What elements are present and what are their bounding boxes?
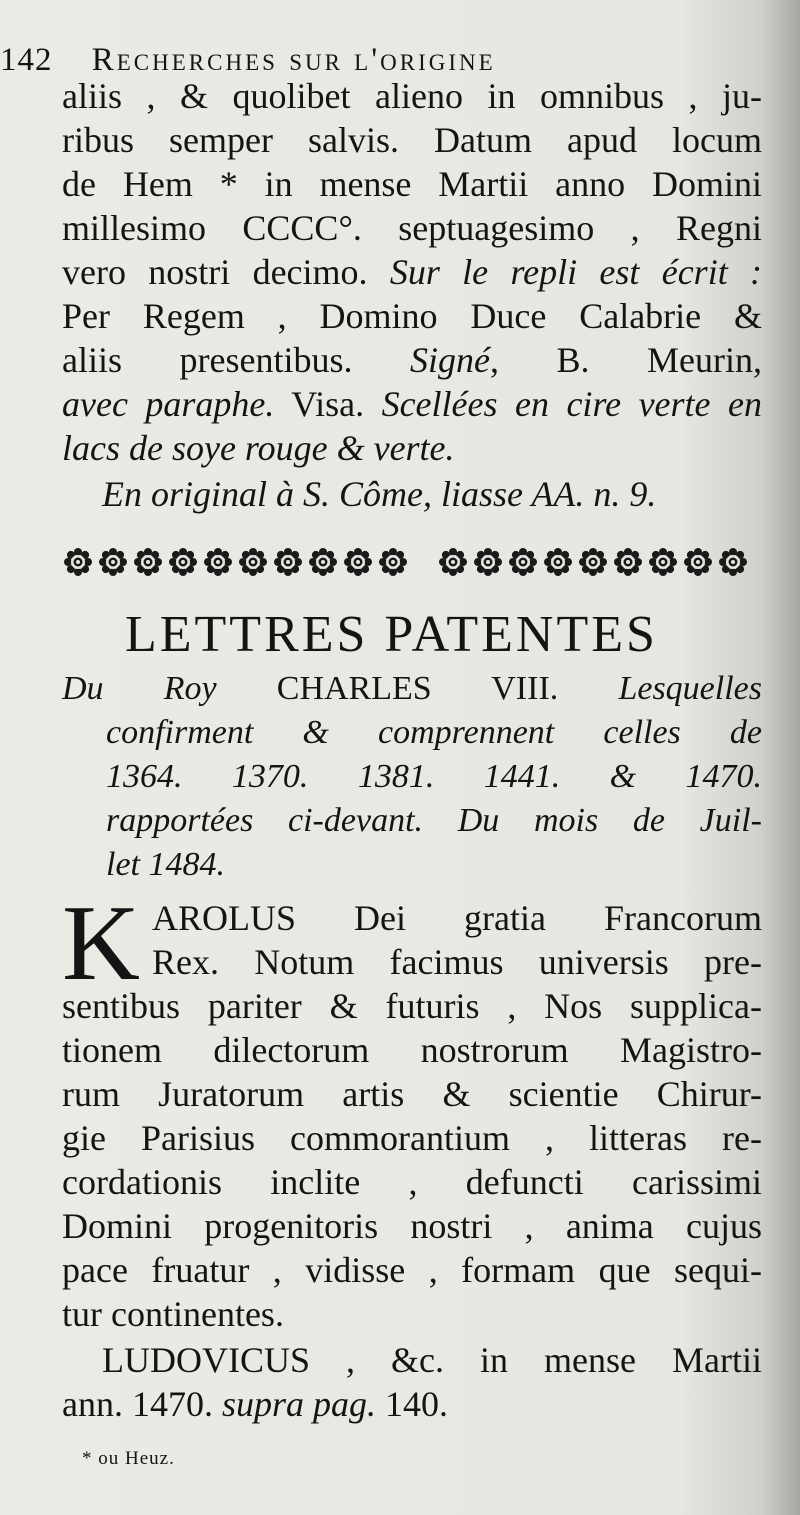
fleuron-icon — [612, 543, 644, 581]
text-line: cordationis inclite , defuncti carissimi — [62, 1162, 762, 1202]
fleuron-icon — [647, 543, 679, 581]
subtitle-line: confirment & comprennent celles de — [106, 714, 762, 751]
fleuron-icon — [377, 543, 409, 581]
fleuron-icon — [437, 543, 469, 581]
text-line: tur continentes. — [62, 1294, 284, 1334]
fleuron-icon — [307, 543, 339, 581]
text-line: Per Regem , Domino Duce Calabrie & — [62, 296, 762, 336]
running-header — [0, 44, 700, 77]
text-line: pace fruatur , vidisse , formam que sequi- — [62, 1250, 762, 1290]
text-line: Rex. Notum facimus universis pre- — [152, 942, 762, 982]
fleuron-icon — [62, 543, 94, 581]
text-line: lacs de soye rouge & verte. — [62, 428, 455, 468]
text-line: Domini progenitoris nostri , anima cujus — [62, 1206, 762, 1246]
fleuron-icon — [507, 543, 539, 581]
text-line: millesimo CCCC°. septuagesimo , Regni — [62, 208, 762, 248]
drop-cap: K — [62, 884, 140, 1003]
fleuron-icon — [237, 543, 269, 581]
text-line: sentibus pariter & futuris , Nos supplica- — [62, 986, 762, 1026]
fleuron-icon — [472, 543, 504, 581]
fleuron-icon — [97, 543, 129, 581]
text-line: AROLUS Dei gratia Francorum — [152, 898, 762, 938]
fleuron-icon — [717, 543, 749, 581]
text-line: tionem dilectorum nostrorum Magistro- — [62, 1030, 762, 1070]
fleuron-icon — [542, 543, 574, 581]
subtitle-line: let 1484. — [106, 846, 225, 883]
fleuron-icon — [272, 543, 304, 581]
text-line: ann. 1470. supra pag. 140. — [62, 1384, 449, 1424]
subtitle-line: rapportées ci-devant. Du mois de Juil- — [106, 802, 762, 839]
section-title: LETTRES PATENTES — [125, 606, 658, 663]
running-title: Recherches sur l'origine — [91, 42, 496, 78]
fleuron-icon — [132, 543, 164, 581]
text-line: rum Juratorum artis & scientie Chirur- — [62, 1074, 762, 1114]
fleuron-icon — [682, 543, 714, 581]
subtitle-line: Du Roy CHARLES VIII. Lesquelles — [62, 670, 762, 707]
text-line: vero nostri decimo. Sur le repli est écrit : — [62, 252, 762, 292]
text-line: aliis , & quolibet alieno in omnibus , ju- — [62, 76, 762, 116]
fleuron-icon — [577, 543, 609, 581]
text-line: LUDOVICUS , &c. in mense Martii — [102, 1340, 762, 1380]
fleuron-icon — [167, 543, 199, 581]
text-line: de Hem * in mense Martii anno Domini — [62, 164, 762, 204]
text-line: aliis presentibus. Signé, B. Meurin, — [62, 340, 762, 380]
fleuron-icon — [342, 543, 374, 581]
ornamental-rule — [62, 543, 762, 583]
fleuron-icon — [202, 543, 234, 581]
source-note: En original à S. Côme, liasse AA. n. 9. — [102, 474, 657, 514]
text-line: ribus semper salvis. Datum apud locum — [62, 120, 762, 160]
subtitle-line: 1364. 1370. 1381. 1441. & 1470. — [106, 758, 762, 795]
text-line: avec paraphe. Visa. Scellées en cire verte en — [62, 384, 762, 424]
text-line: gie Parisius commorantium , litteras re- — [62, 1118, 762, 1158]
footnote: * ou Heuz. — [82, 1448, 175, 1469]
page-number: 142 — [0, 42, 53, 78]
